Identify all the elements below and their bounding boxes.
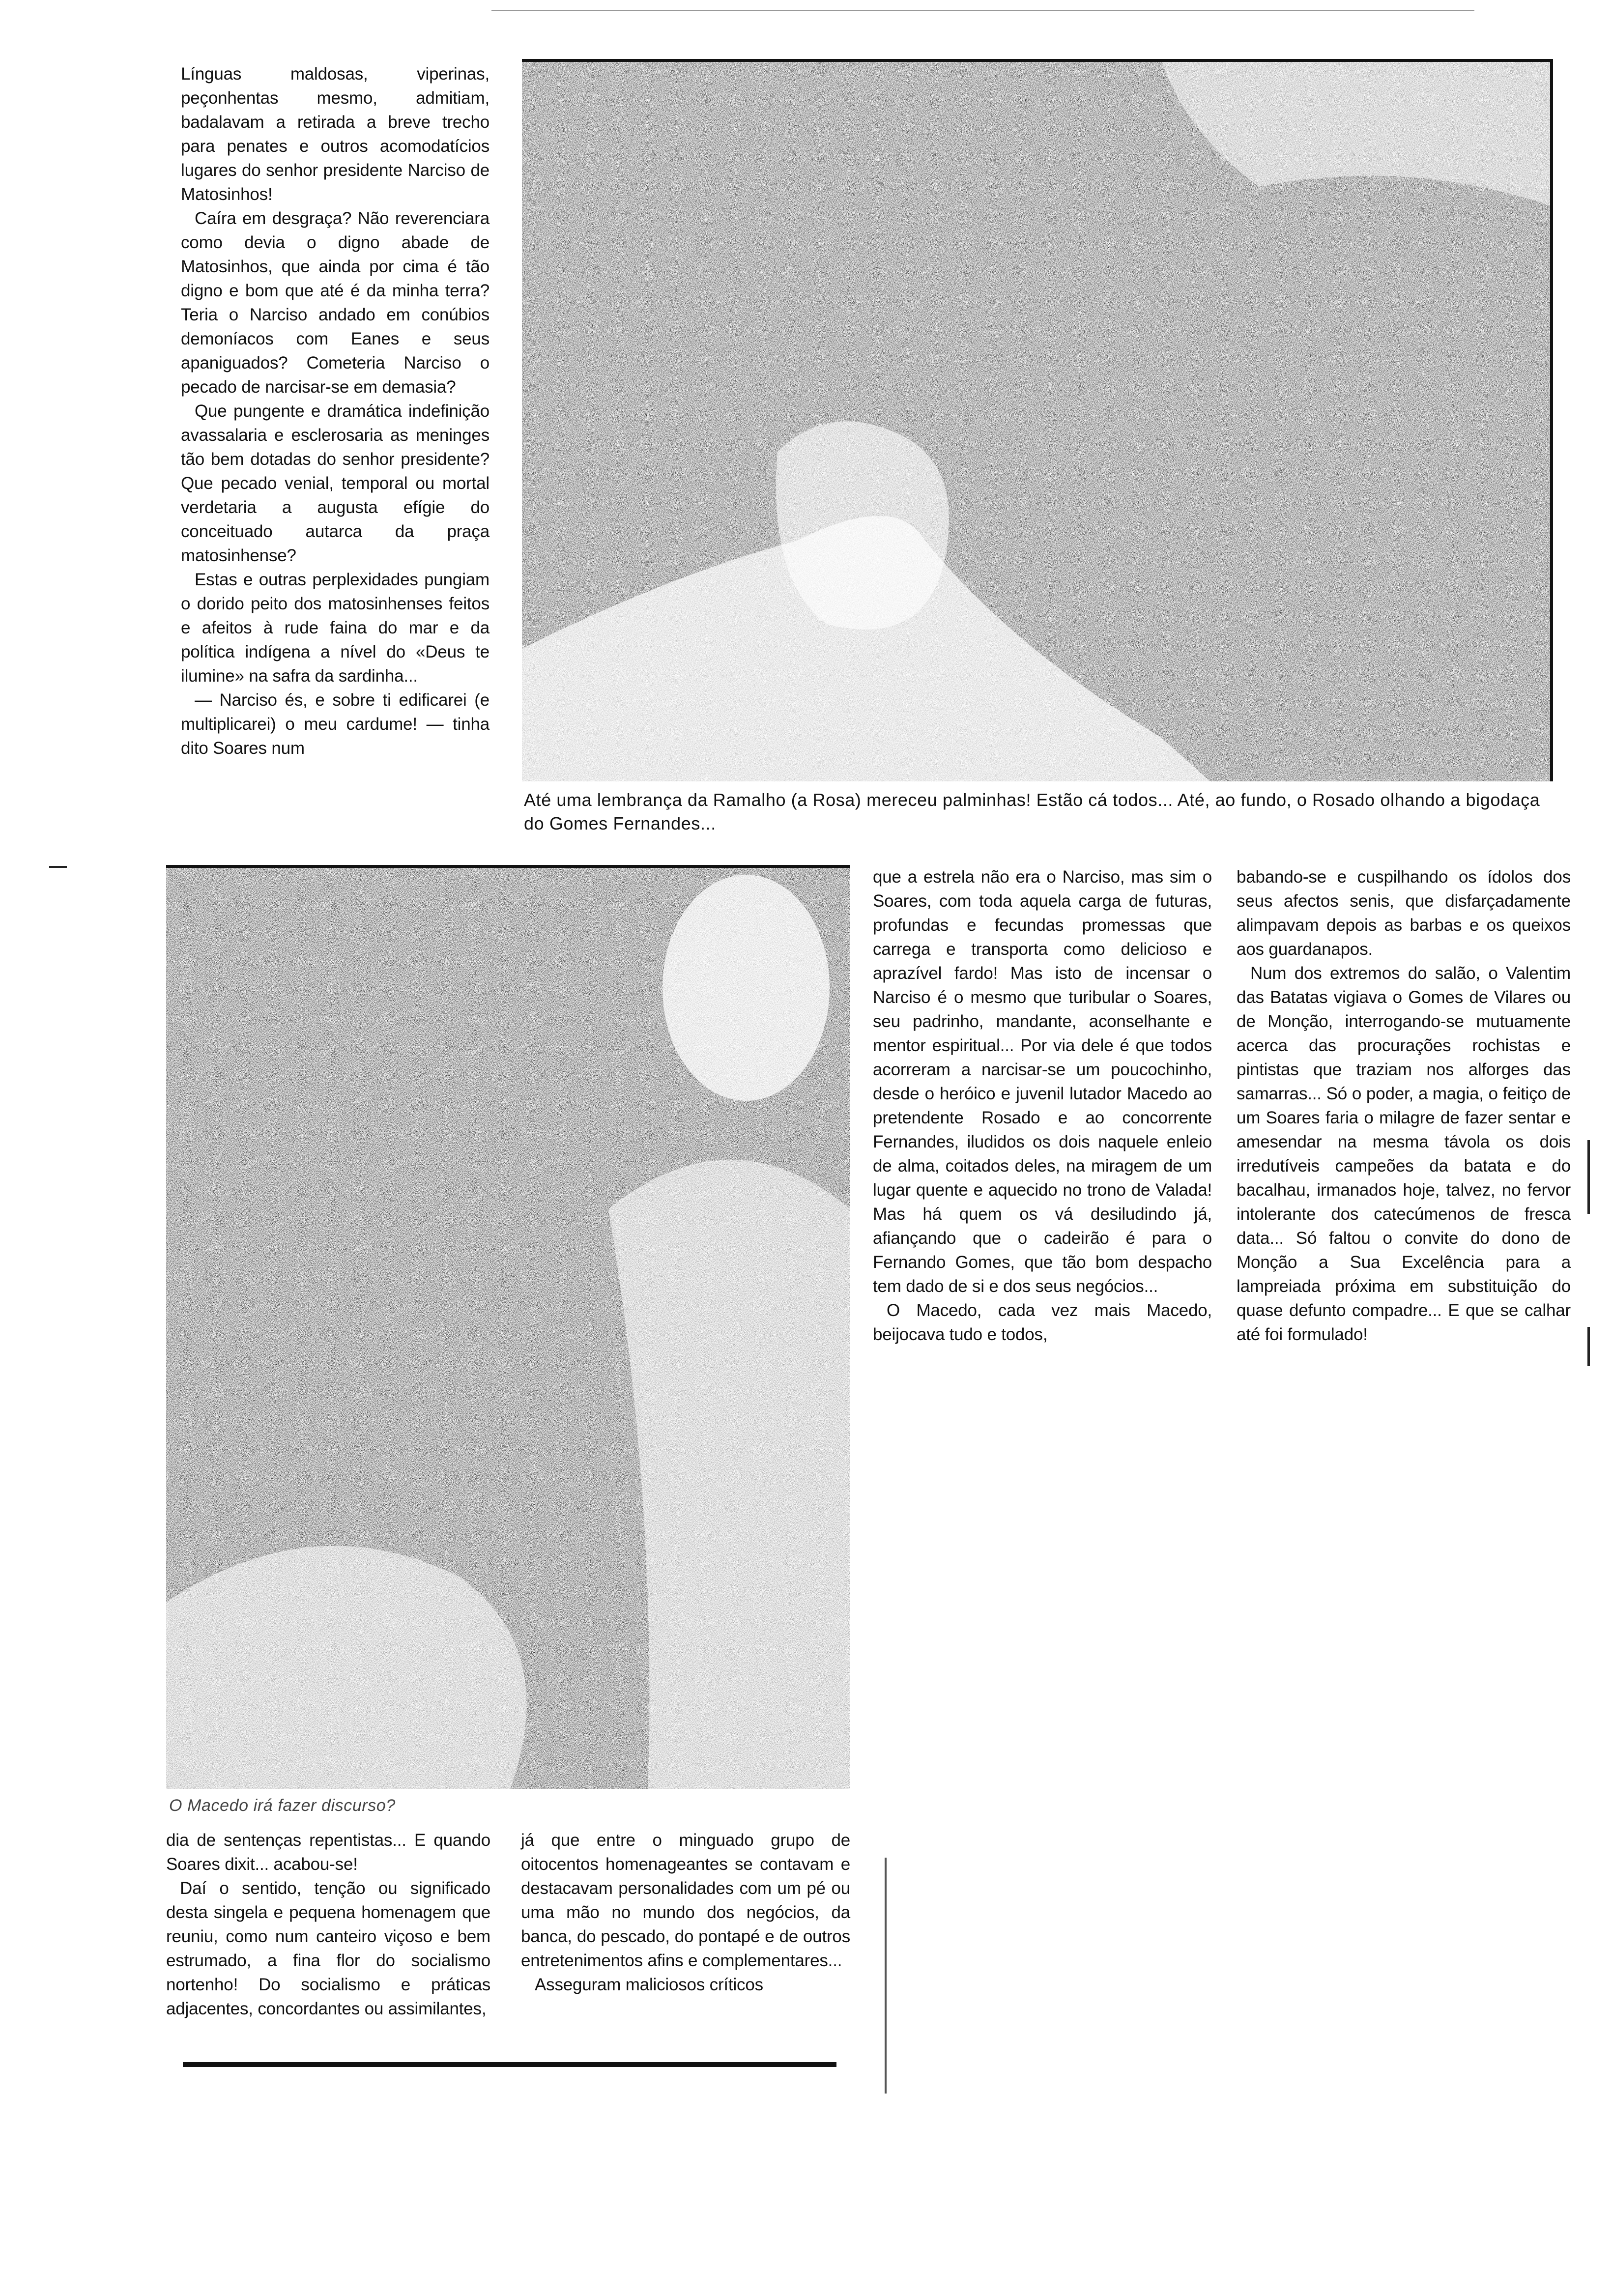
column-bottom-right (521, 1828, 850, 1997)
paragraph: Daí o sentido, tenção ou significado desta singela e pequena homenagem que reuniu, como num canteiro viçoso e bem estrumado, a fina flor do socialismo nortenho! Do socialismo e práticas adjacentes, concordantes ou assimilantes, (166, 1879, 490, 2018)
top-rule-thin (491, 10, 1474, 11)
margin-mark (1587, 1327, 1590, 1366)
margin-mark (885, 1858, 887, 2094)
paragraph: Estas e outras perplexidades pungiam o dorido peito dos matosinhenses feitos e afeitos à rude faina do mar e da política indígena a nível do «Deus te ilumine» na safra da sardinha... (181, 570, 489, 686)
bottom-rule (183, 2062, 836, 2067)
paragraph: Asseguram maliciosos críticos (535, 1975, 763, 1994)
margin-mark (49, 866, 67, 868)
column-bottom-left (166, 1828, 490, 2021)
top-photo-caption: Até uma lembrança da Ramalho (a Rosa) mereceu palminhas! Estão cá todos... Até, ao fundo, o Rosado olhando a bigodaça do Gomes Fernandes... (524, 790, 1540, 833)
paragraph: babando-se e cuspilhando os ídolos dos seus afectos senis, que disfarçadamente alimpavam depois as barbas e os queixos aos guardanapos. (1237, 867, 1571, 959)
column-3 (873, 865, 1212, 1347)
paragraph: já que entre o minguado grupo de oitocentos homenageantes se contavam e destacavam personalidades com um pé ou uma mão no mundo dos negócios, da banca, do pescado, do pontapé e de outros entretenimentos afins e complementares... (521, 1831, 850, 1970)
bottom-photo (166, 865, 850, 1789)
paragraph: que a estrela não era o Narciso, mas sim o Soares, com toda aquela carga de futuras, profundas e fecundas promessas que carrega e transporta como delicioso e aprazível fardo! Mas isto de incensar o Narciso é o mesmo que turibular o Soares, seu padrinho, mandante, aconselhante e mentor espiritual... Por via dele é que todos acorreram a narcisar-se um poucochinho, desde o heróico e juvenil lutador Macedo ao pretendente Rosado e ao concorrente Fernandes, iludidos os dois naquele enleio de alma, coitados deles, na miragem de um lugar quente e aquecido no trono de Valada! Mas há quem os vá desiludindo já, afiançando que o cadeirão é para o Fernando Gomes, que tão bom despacho tem dado de si e dos seus negócios... (873, 867, 1212, 1296)
paragraph: — Narciso és, e sobre ti edificarei (e multiplicarei) o meu cardume! — tinha dito Soares num (181, 690, 489, 758)
paragraph: O Macedo, cada vez mais Macedo, beijocava tudo e todos, (873, 1301, 1212, 1344)
margin-mark (1587, 1140, 1590, 1214)
paragraph: Num dos extremos do salão, o Valentim das Batatas vigiava o Gomes de Vilares ou de Monção, interrogando-se mutuamente acerca das procurações rochistas e pintistas que traziam nos alforges das samarras... Só o poder, a magia, o feitiço de um Soares faria o milagre de fazer sentar e amesendar na mesma távola os dois irredutíveis campeões da batata e do bacalhau, irmanados hoje, talvez, no fervor intolerante dos catecúmenos de fresca data... Só faltou o convite do dono de Monção a Sua Excelência para a lampreiada próxima em substituição do quase defunto compadre... E que se calhar até foi formulado! (1237, 964, 1571, 1344)
column-4 (1237, 865, 1571, 1347)
column-1 (181, 62, 489, 760)
top-photo (522, 59, 1553, 781)
paragraph: Caíra em desgraça? Não reverenciara como devia o digno abade de Matosinhos, que ainda por cima é tão digno e bom que até é da minha terra? Teria o Narciso andado em conúbios demoníacos com Eanes e seus apaniguados? Cometeria Narciso o pecado de narcisar-se em demasia? (181, 209, 489, 397)
paragraph: dia de sentenças repentistas... E quando Soares dixit... acabou-se! (166, 1831, 490, 1874)
paragraph: Línguas maldosas, viperinas, peçonhentas mesmo, admitiam, badalavam a retirada a breve trecho para penates e outros acomodatícios lugares do senhor presidente Narciso de Matosinhos! (181, 64, 489, 204)
bottom-photo-caption: O Macedo irá fazer discurso? (169, 1796, 396, 1815)
paragraph: Que pungente e dramática indefinição avassalaria e esclerosaria as meninges tão bem dotadas do senhor presidente? Que pecado venial, temporal ou mortal verdetaria a augusta efígie do conceituado autarca da praça matosinhense? (181, 402, 489, 565)
